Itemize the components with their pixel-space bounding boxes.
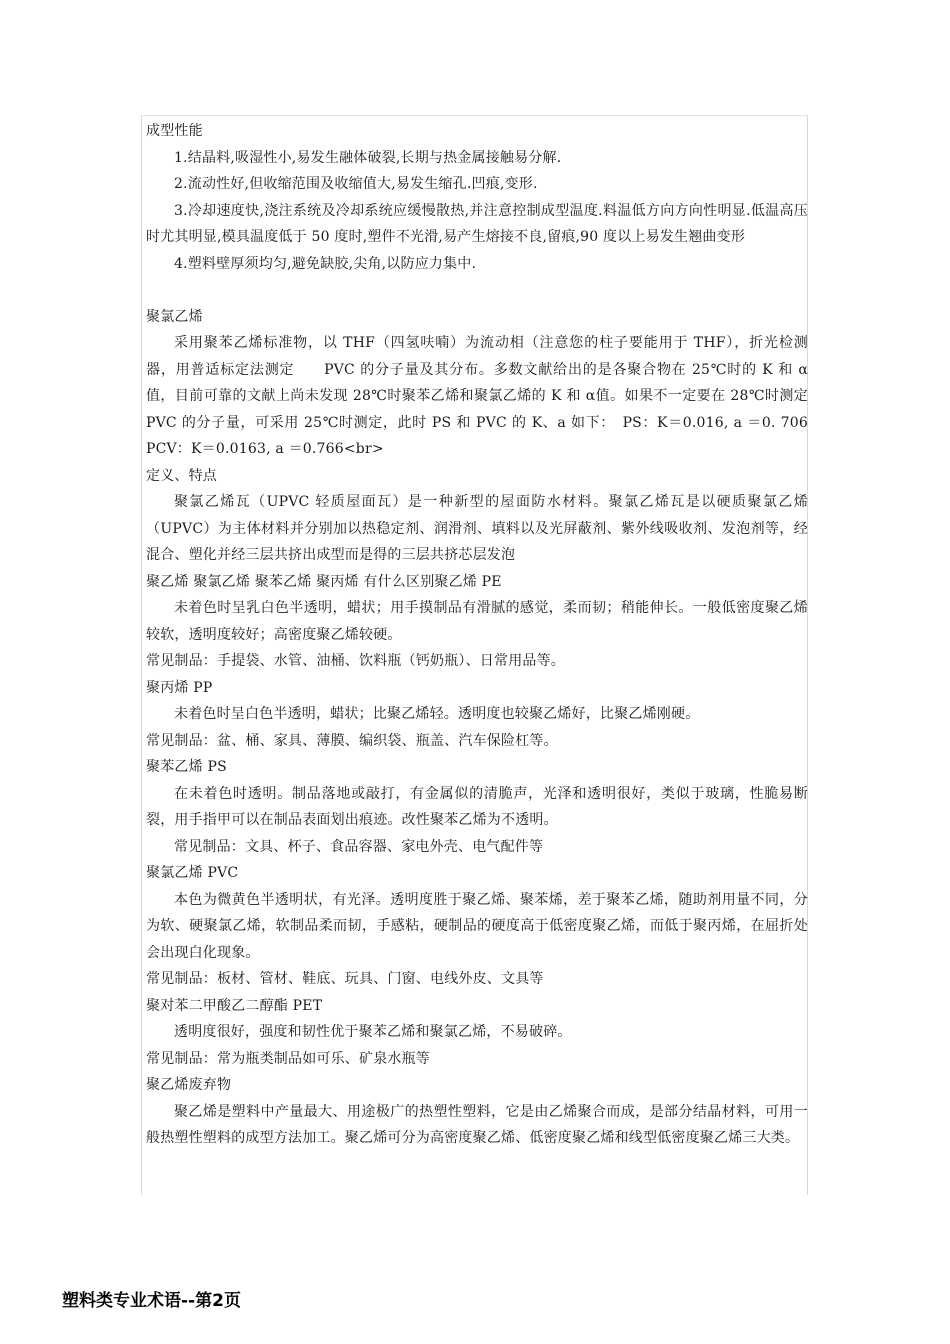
paragraph: 常见制品：盆、桶、家具、薄膜、编织袋、瓶盖、汽车保险杠等。: [146, 732, 558, 749]
paragraph: 未着色时呈白色半透明，蜡状；比聚乙烯轻。透明度也较聚乙烯好，比聚乙烯刚硬。: [174, 706, 700, 722]
paragraph: 聚氯乙烯: [146, 308, 203, 325]
paragraph: 常见制品：文具、杯子、食品容器、家电外壳、电气配件等: [174, 838, 544, 855]
paragraph: 3.冷却速度快,浇注系统及冷却系统应缓慢散热,并注意控制成型温度.料温低方向方向性明显.低温高压时尤其明显,模具温度低于 50 度时,塑件不光滑,易产生熔接不良,留痕,90 度以上易发生翘曲变形: [146, 202, 808, 245]
blank-line: [146, 277, 808, 304]
document-body: [146, 118, 851, 1152]
paragraph: 聚氯乙烯瓦（UPVC 轻质屋面瓦）是一种新型的屋面防水材料。聚氯乙烯瓦是以硬质聚氯乙烯（UPVC）为主体材料并分别加以热稳定剂、润滑剂、填料以及光屏蔽剂、紫外线吸收剂、发泡剂等，经混合、塑化并经三层共挤出成型而是得的三层共挤芯层发泡: [146, 494, 808, 563]
paragraph: 聚苯乙烯 PS: [146, 759, 227, 775]
paragraph: 聚乙烯 聚氯乙烯 聚苯乙烯 聚丙烯 有什么区别聚乙烯 PE: [146, 573, 502, 590]
paragraph: 常见制品：常为瓶类制品如可乐、矿泉水瓶等: [146, 1050, 430, 1067]
paragraph: 聚丙烯 PP: [146, 679, 213, 696]
paragraph: 1.结晶料,吸湿性小,易发生融体破裂,长期与热金属接触易分解.: [174, 149, 562, 166]
paragraph: 透明度很好，强度和韧性优于聚苯乙烯和聚氯乙烯，不易破碎。: [174, 1024, 572, 1040]
paragraph: 聚氯乙烯 PVC: [146, 865, 239, 881]
paragraph: 未着色时呈乳白色半透明，蜡状；用手摸制品有滑腻的感觉，柔而韧；稍能伸长。一般低密度聚乙烯较软，透明度较好；高密度聚乙烯较硬。: [146, 600, 808, 643]
paragraph: 在未着色时透明。制品落地或敲打，有金属似的清脆声，光泽和透明很好，类似于玻璃，性脆易断裂，用手指甲可以在制品表面划出痕迹。改性聚苯乙烯为不透明。: [146, 785, 808, 828]
paragraph: 常见制品：手提袋、水管、油桶、饮料瓶（钙奶瓶）、日常用品等。: [146, 653, 565, 669]
paragraph: 聚乙烯是塑料中产量最大、用途极广的热塑性塑料，它是由乙烯聚合而成，是部分结晶材料，可用一般热塑性塑料的成型方法加工。聚乙烯可分为高密度聚乙烯、低密度聚乙烯和线型低密度聚乙烯三大类。: [146, 1103, 808, 1146]
paragraph: 本色为微黄色半透明状，有光泽。透明度胜于聚乙烯、聚苯烯，差于聚苯乙烯，随助剂用量不同，分为软、硬聚氯乙烯，软制品柔而韧，手感粘，硬制品的硬度高于低密度聚乙烯，而低于聚丙烯，在屈折处会出现白化现象。: [146, 891, 808, 961]
paragraph: 成型性能: [146, 123, 203, 139]
paragraph: 定义、特点: [146, 467, 217, 484]
paragraph: 聚对苯二甲酸乙二醇酯 PET: [146, 997, 323, 1014]
paragraph: 2.流动性好,但收缩范围及收缩值大,易发生缩孔.凹痕,变形.: [174, 176, 538, 192]
paragraph: 采用聚苯乙烯标准物，以 THF（四氢呋喃）为流动相（注意您的柱子要能用于 THF），折光检测器，用普适标定法测定 PVC 的分子量及其分布。多数文献给出的是各聚合物在 25℃时的 K 和 α值，目前可靠的文献上尚未发现 28℃时聚苯乙烯和聚氯乙烯的 K 和 α值。如果不一定要在 28℃时测定 PVC 的分子量，可采用 25℃时测定，此时 PS 和 PVC 的 K、a 如下： PS：K＝0.016, a ＝0. 706 PCV：K＝0.0163, a ＝0.766<br>: [146, 335, 851, 457]
page-footer: 塑料类专业术语--第2页: [62, 1291, 241, 1311]
paragraph: 4.塑料壁厚须均匀,避免缺胶,尖角,以防应力集中.: [174, 255, 477, 272]
paragraph: 聚乙烯废弃物: [146, 1077, 232, 1093]
paragraph: 常见制品：板材、管材、鞋底、玩具、门窗、电线外皮、文具等: [146, 971, 544, 987]
